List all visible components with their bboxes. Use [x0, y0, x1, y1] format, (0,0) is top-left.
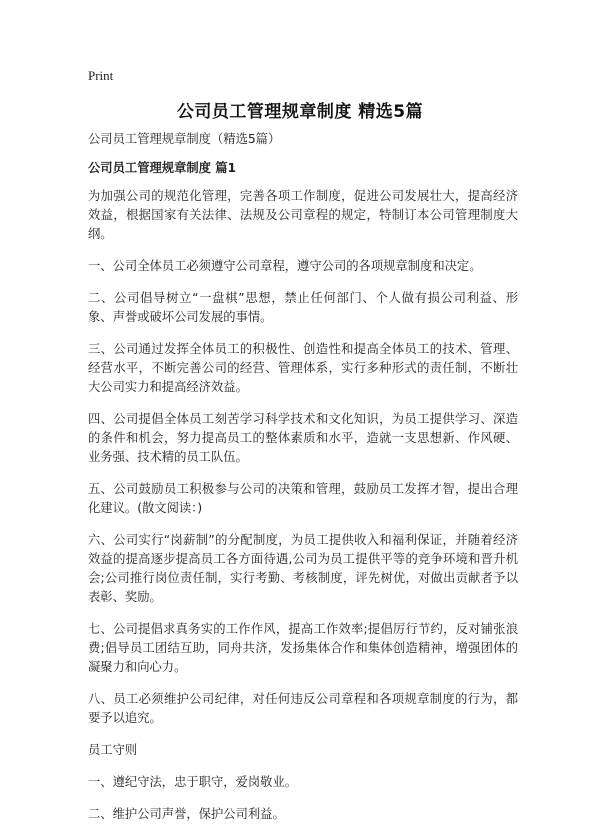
- print-label: Print: [88, 68, 114, 83]
- rule-3-paragraph: 三、公司通过发挥全体员工的积极性、创造性和提高全体员工的技术、管理、经营水平，不断完善公司的经营、管理体系，实行多种形式的责任制，不断壮大公司实力和提高经济效益。: [88, 342, 518, 394]
- document-subtitle: 公司员工管理规章制度（精选5篇）: [88, 132, 281, 146]
- conduct-item-2: 二、维护公司声誉，保护公司利益。: [88, 807, 285, 821]
- document-body: [88, 130, 518, 824]
- section-heading: 公司员工管理规章制度 篇1: [88, 161, 237, 175]
- rule-6-paragraph: 六、公司实行“岗薪制”的分配制度，为员工提供收入和福利保证，并随着经济效益的提高逐步提高员工各方面待遇,公司为员工提供平等的竞争环境和晋升机会;公司推行岗位责任制，实行考勤、考核制度，评先树优，对做出贡献者予以表彰、奖励。: [88, 533, 518, 604]
- rule-4-paragraph: 四、公司提倡全体员工刻苦学习科学技术和文化知识，为员工提供学习、深造的条件和机会，努力提高员工的整体素质和水平，造就一支思想新、作风硬、业务强、技术精的员工队伍。: [88, 412, 518, 464]
- intro-paragraph: 为加强公司的规范化管理，完善各项工作制度，促进公司发展壮大，提高经济效益，根据国家有关法律、法规及公司章程的规定，特制订本公司管理制度大纲。: [88, 189, 518, 241]
- code-of-conduct-heading: 员工守则: [88, 743, 138, 757]
- rule-5-paragraph: 五、公司鼓励员工积极参与公司的决策和管理，鼓励员工发挥才智，提出合理化建议。(散文阅读：): [88, 482, 518, 515]
- rule-1-paragraph: 一、公司全体员工必须遵守公司章程，遵守公司的各项规章制度和决定。: [88, 259, 482, 273]
- rule-8-paragraph: 八、员工必须维护公司纪律，对任何违反公司章程和各项规章制度的行为，都要予以追究。: [88, 692, 518, 725]
- rule-7-paragraph: 七、公司提倡求真务实的工作作风，提高工作效率;提倡厉行节约，反对铺张浪费;倡导员工团结互助，同舟共济，发扬集体合作和集体创造精神，增强团体的凝聚力和向心力。: [88, 622, 518, 674]
- rule-2-paragraph: 二、公司倡导树立“一盘棋”思想，禁止任何部门、个人做有损公司利益、形象、声誉或破坏公司发展的事情。: [88, 291, 518, 324]
- conduct-item-1: 一、遵纪守法，忠于职守，爱岗敬业。: [88, 775, 298, 789]
- page-title: 公司员工管理规章制度 精选5篇: [176, 102, 424, 122]
